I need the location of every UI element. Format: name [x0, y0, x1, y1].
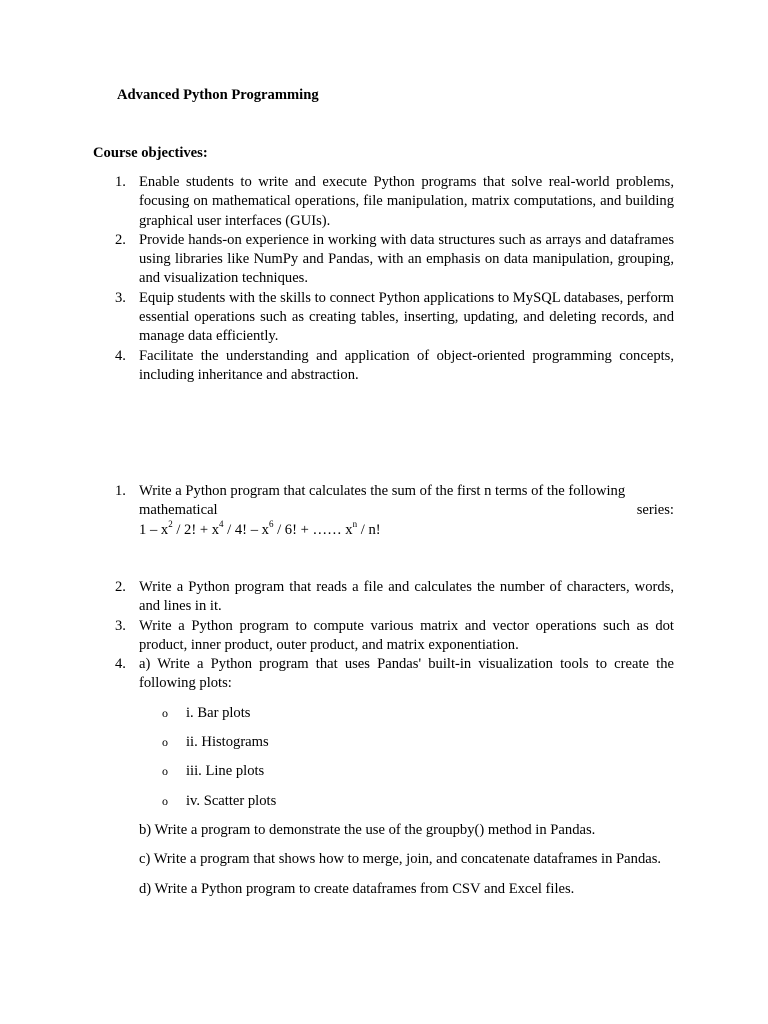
- exercise-part-c: c) Write a program that shows how to merge, join, and concatenate dataframes in Pandas.: [139, 851, 662, 868]
- objectives-heading: Course objectives:: [93, 145, 208, 161]
- plot-text: ii. Histograms: [186, 734, 269, 751]
- plot-text: i. Bar plots: [186, 704, 251, 721]
- formula-exponent: 2: [168, 518, 173, 529]
- plot-item: [139, 704, 674, 723]
- formula-part: / 2! + x: [172, 521, 220, 538]
- exercise-text: Write a Python program that reads a file and calculates the number of characters, words, and lines in it.: [139, 579, 674, 615]
- exercise-item: [115, 482, 674, 540]
- formula-exponent: n: [352, 518, 358, 529]
- plot-text: iv. Scatter plots: [186, 792, 277, 809]
- objective-text: Provide hands-on experience in working with data structures such as arrays and dataframes using libraries like NumPy and Pandas, with an emphasis on data manipulation, grouping, and visualization techniques.: [139, 231, 674, 287]
- bullet-icon: o: [162, 764, 168, 779]
- formula-exponent: 6: [268, 518, 274, 529]
- list-number: 1.: [115, 174, 126, 190]
- text-word: mathematical: [139, 502, 218, 519]
- document-title: Advanced Python Programming: [117, 87, 319, 103]
- formula-part: / 4! – x: [223, 521, 269, 538]
- list-number: 2.: [115, 579, 126, 595]
- objective-text: Enable students to write and execute Python programs that solve real-world problems, focusing on mathematical operations, file manipulation, matrix computations, and building graphical user interfaces (GUIs).: [139, 174, 674, 229]
- objective-text: Equip students with the skills to connect Python applications to MySQL databases, perform essential operations such as creating tables, inserting, updating, and deleting records, and manage data efficiently.: [139, 289, 674, 345]
- exercise-item: [115, 617, 674, 656]
- objective-item: [115, 289, 674, 347]
- formula-exponent: 4: [219, 518, 224, 529]
- bullet-icon: o: [162, 793, 168, 808]
- exercise-text: a) Write a Python program that uses Pandas' built-in visualization tools to create the following plots:: [139, 656, 674, 692]
- plot-item: [139, 733, 674, 752]
- objectives-list: [115, 173, 674, 385]
- list-number: 1.: [115, 483, 126, 499]
- list-number: 2.: [115, 231, 126, 248]
- list-number: 3.: [115, 289, 126, 306]
- bullet-icon: o: [162, 735, 168, 750]
- objective-text: Facilitate the understanding and application of object-oriented programming concepts, including inheritance and abstraction.: [139, 347, 674, 383]
- objective-item: [115, 347, 674, 386]
- list-number: 3.: [115, 617, 126, 634]
- formula-part: / 6! + …… x: [273, 521, 353, 538]
- plot-item: [139, 792, 674, 811]
- formula-part: / n!: [357, 521, 381, 538]
- objective-item: [115, 231, 674, 289]
- series-formula: [139, 518, 674, 540]
- exercise-item: [115, 655, 674, 899]
- exercise-part-d: d) Write a Python program to create dataframes from CSV and Excel files.: [139, 880, 575, 897]
- bullet-icon: o: [162, 705, 168, 720]
- objective-item: [115, 173, 674, 231]
- exercise-text-line-1: Write a Python program that calculates the sum of the first n terms of the following: [139, 483, 626, 499]
- exercise-item: [115, 578, 674, 617]
- exercise-text: Write a Python program to compute various matrix and vector operations such as dot product, inner product, outer product, and matrix exponentiation.: [139, 617, 674, 653]
- text-word: series:: [636, 502, 674, 519]
- plot-list: [139, 704, 674, 811]
- list-number: 4.: [115, 656, 126, 673]
- plot-text: iii. Line plots: [186, 763, 265, 780]
- formula-part: 1 – x: [139, 521, 169, 538]
- exercise-part-b: b) Write a program to demonstrate the use of the groupby() method in Pandas.: [139, 821, 596, 838]
- list-number: 4.: [115, 347, 126, 364]
- exercise-text-line-2: [139, 501, 674, 520]
- exercise-list-part-1: [115, 482, 674, 540]
- plot-item: [139, 762, 674, 781]
- exercise-list-part-2: [115, 578, 674, 899]
